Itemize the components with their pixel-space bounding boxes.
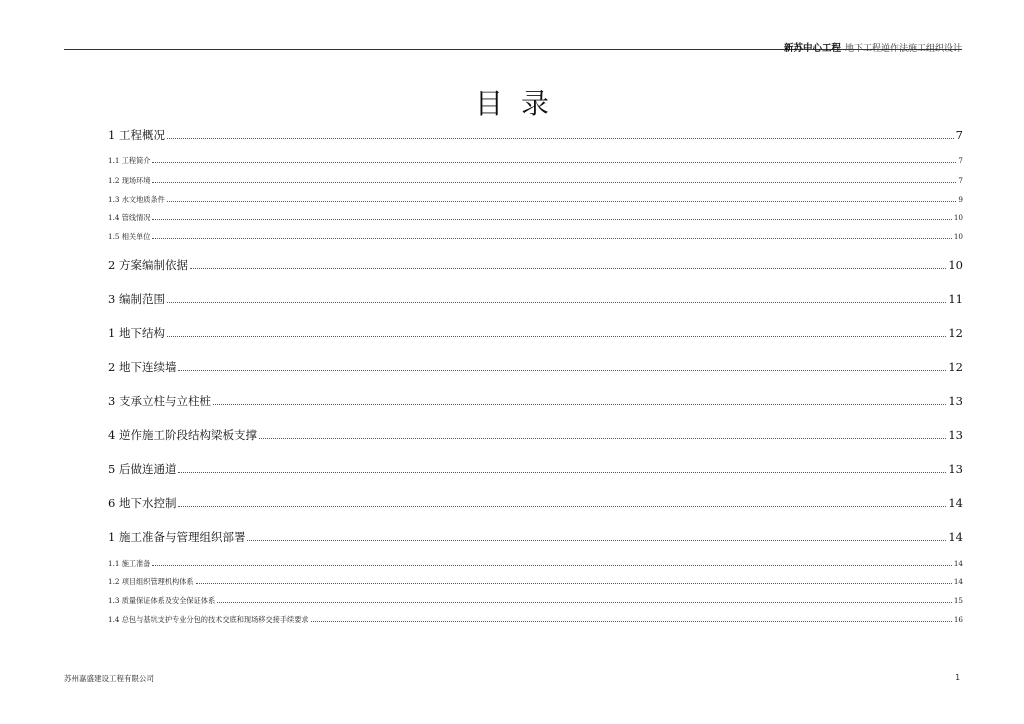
toc-entry[interactable] bbox=[108, 495, 963, 511]
toc-leader-dots bbox=[311, 621, 952, 622]
toc-entry-page: 10 bbox=[953, 232, 963, 241]
footer-page-number: 1 bbox=[955, 673, 960, 682]
toc-entry-page: 13 bbox=[948, 394, 963, 408]
toc-entry-page: 11 bbox=[948, 292, 963, 306]
toc-entry-label: 1.1 施工准备 bbox=[108, 559, 151, 568]
toc-entry-label: 1.5 相关单位 bbox=[108, 232, 151, 241]
toc-entry-page: 9 bbox=[958, 195, 963, 204]
toc-entry-page: 12 bbox=[948, 326, 963, 340]
toc-entry-page: 13 bbox=[948, 428, 963, 442]
toc-entry[interactable] bbox=[108, 156, 963, 166]
toc-entry[interactable] bbox=[108, 232, 963, 242]
toc-leader-dots bbox=[247, 540, 946, 541]
toc-entry-page: 7 bbox=[955, 128, 963, 142]
toc-entry[interactable] bbox=[108, 257, 963, 273]
toc-leader-dots bbox=[217, 602, 952, 603]
toc-entry[interactable] bbox=[108, 577, 963, 587]
toc-entry-label: 4 逆作施工阶段结构梁板支撑 bbox=[108, 428, 257, 442]
toc-leader-dots bbox=[152, 238, 951, 239]
toc-entry[interactable] bbox=[108, 195, 963, 205]
toc-entry-label: 1.4 总包与基坑支护专业分包的技术交底和现场移交接手续要求 bbox=[108, 615, 309, 624]
toc-entry-page: 12 bbox=[948, 360, 963, 374]
toc-entry-page: 14 bbox=[948, 530, 963, 544]
toc-entry-page: 7 bbox=[958, 156, 963, 165]
page-title: 目录 bbox=[474, 87, 567, 120]
toc-leader-dots bbox=[152, 182, 956, 183]
toc-leader-dots bbox=[178, 472, 946, 473]
toc-leader-dots bbox=[213, 404, 946, 405]
toc-leader-dots bbox=[167, 336, 946, 337]
toc-entry[interactable] bbox=[108, 127, 963, 143]
toc-leader-dots bbox=[152, 162, 956, 163]
toc-entry-label: 3 支承立柱与立柱桩 bbox=[108, 394, 211, 408]
toc-entry[interactable] bbox=[108, 615, 963, 625]
toc-leader-dots bbox=[178, 506, 946, 507]
toc-leader-dots bbox=[167, 201, 957, 202]
header-doc-name: 地下工程逆作法施工组织设计 bbox=[844, 44, 962, 54]
toc-entry-label: 1 工程概况 bbox=[108, 128, 165, 142]
toc-entry-page: 10 bbox=[948, 258, 963, 272]
toc-entry[interactable] bbox=[108, 325, 963, 341]
toc-entry[interactable] bbox=[108, 213, 963, 223]
table-of-contents bbox=[108, 0, 963, 724]
toc-entry-label: 1.2 项目组织管理机构体系 bbox=[108, 577, 194, 586]
toc-entry-page: 7 bbox=[958, 176, 963, 185]
toc-entry[interactable] bbox=[108, 596, 963, 606]
toc-entry-label: 1.3 水文地质条件 bbox=[108, 195, 165, 204]
toc-entry[interactable] bbox=[108, 393, 963, 409]
toc-entry-page: 14 bbox=[953, 577, 963, 586]
toc-leader-dots bbox=[178, 370, 946, 371]
toc-entry[interactable] bbox=[108, 461, 963, 477]
toc-entry-label: 1.3 质量保证体系及安全保证体系 bbox=[108, 596, 216, 605]
toc-entry-label: 3 编制范围 bbox=[108, 292, 165, 306]
toc-entry-page: 15 bbox=[953, 596, 963, 605]
toc-entry-label: 5 后做连通道 bbox=[108, 462, 177, 476]
toc-entry-label: 2 地下连续墙 bbox=[108, 360, 177, 374]
toc-entry-page: 14 bbox=[948, 496, 963, 510]
toc-entry[interactable] bbox=[108, 427, 963, 443]
toc-entry-label: 1.4 管线情况 bbox=[108, 213, 151, 222]
toc-entry[interactable] bbox=[108, 359, 963, 375]
toc-entry-page: 16 bbox=[953, 615, 963, 624]
toc-entry[interactable] bbox=[108, 291, 963, 307]
header-project: 新苏中心工程 bbox=[783, 43, 841, 54]
toc-entry[interactable] bbox=[108, 529, 963, 545]
toc-entry-label: 2 方案编制依据 bbox=[108, 258, 188, 272]
toc-entry-label: 1 施工准备与管理组织部署 bbox=[108, 530, 246, 544]
toc-entry-label: 1 地下结构 bbox=[108, 326, 165, 340]
toc-leader-dots bbox=[152, 219, 951, 220]
toc-entry[interactable] bbox=[108, 559, 963, 569]
toc-entry-label: 6 地下水控制 bbox=[108, 496, 177, 510]
toc-leader-dots bbox=[196, 583, 952, 584]
toc-entry-page: 14 bbox=[953, 559, 963, 568]
toc-leader-dots bbox=[167, 302, 946, 303]
toc-leader-dots bbox=[190, 268, 946, 269]
toc-leader-dots bbox=[259, 438, 946, 439]
footer-company: 苏州嘉盛建设工程有限公司 bbox=[64, 674, 154, 683]
toc-entry[interactable] bbox=[108, 176, 963, 186]
toc-entry-label: 1.1 工程简介 bbox=[108, 156, 151, 165]
toc-leader-dots bbox=[167, 138, 954, 139]
toc-entry-label: 1.2 现场环境 bbox=[108, 176, 151, 185]
toc-leader-dots bbox=[152, 565, 951, 566]
toc-entry-page: 10 bbox=[953, 213, 963, 222]
toc-entry-page: 13 bbox=[948, 462, 963, 476]
